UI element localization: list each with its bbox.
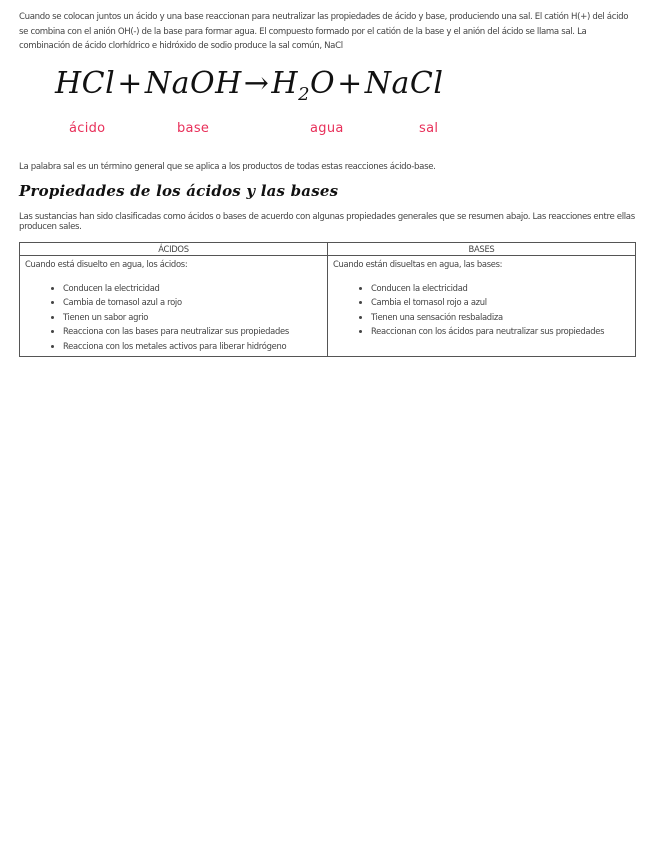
acids-lead: Cuando está disuelto en agua, los ácidos:	[25, 258, 188, 269]
label-base: base	[177, 120, 210, 136]
plus-sign: +	[337, 65, 363, 101]
list-item: • Reaccionan con los ácidos para neutralizar sus propiedades	[371, 324, 630, 339]
label-water: agua	[310, 120, 344, 136]
list-item: • Cambia el tornasol rojo a azul	[371, 295, 630, 310]
chemical-equation	[55, 66, 443, 105]
header-acids: ÁCIDOS	[20, 242, 328, 255]
list-item: • Tienen una sensación resbaladiza	[371, 310, 630, 325]
properties-table	[19, 242, 636, 358]
intro-paragraph: Cuando se colocan juntos un ácido y una base reaccionan para neutralizar las propiedades de ácido y base, produciendo una sal. El catión H(+) del ácido se combina con el anión OH(-) de la base para formar agua. El compuesto formado por el catión de la base y el anión del ácido se llama sal. La combinación de ácido clorhídrico e hidróxido de sodio produce la sal común, NaCl	[19, 12, 629, 51]
reactant-naoh: NaOH	[144, 65, 242, 101]
reaction-arrow: →	[243, 65, 270, 101]
list-item: • Tienen un sabor agrio	[63, 310, 322, 325]
acids-cell	[20, 255, 328, 357]
bases-cell	[328, 255, 636, 357]
acids-list	[25, 281, 322, 354]
document-page	[19, 10, 637, 357]
product-water-o: O	[310, 65, 336, 101]
equation-block	[19, 64, 637, 159]
list-item: • Conducen la electricidad	[371, 281, 630, 296]
bases-lead: Cuando están disueltas en agua, las bases:	[333, 258, 503, 269]
label-acid: ácido	[69, 120, 106, 136]
table-row	[20, 255, 636, 357]
list-item: • Reacciona con las bases para neutralizar sus propiedades	[63, 324, 322, 339]
reactant-hcl: HCl	[55, 65, 116, 101]
list-item: • Cambia de tornasol azul a rojo	[63, 295, 322, 310]
product-nacl: NaCl	[364, 65, 444, 101]
plus-sign: +	[117, 65, 143, 101]
section-heading: Propiedades de los ácidos y las bases	[19, 181, 339, 200]
product-water-h: H	[271, 65, 299, 101]
table-header-row	[20, 242, 636, 255]
list-item: • Conducen la electricidad	[63, 281, 322, 296]
header-bases: BASES	[328, 242, 636, 255]
label-salt: sal	[419, 120, 439, 136]
bases-list	[333, 281, 630, 339]
salt-note: La palabra sal es un término general que se aplica a los productos de todas estas reacciones ácido-base.	[19, 161, 436, 172]
summary-paragraph: Las sustancias han sido clasificadas como ácidos o bases de acuerdo con algunas propiedades generales que se resumen abajo. Las reacciones entre ellas producen sales.	[19, 211, 635, 232]
list-item: • Reacciona con los metales activos para liberar hidrógeno	[63, 339, 322, 354]
product-water-subscript: 2	[298, 83, 311, 105]
